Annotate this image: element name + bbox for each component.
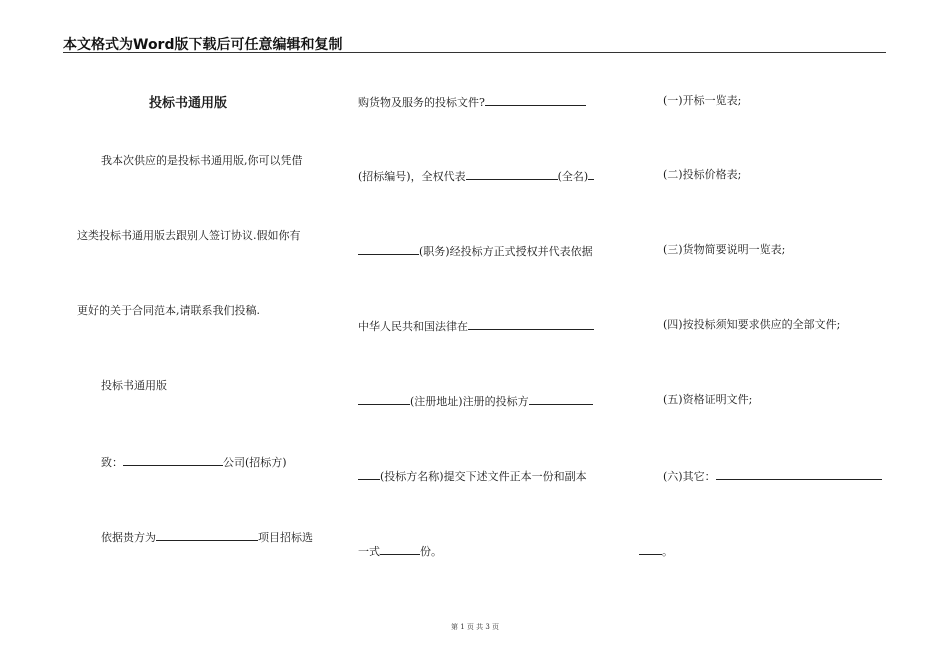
company-blank — [123, 454, 223, 466]
basis-prefix: 依据贵方为 — [101, 531, 156, 544]
col2-line-2-text: (招标编号)，全权代表 — [358, 170, 466, 183]
col2-line-7-suffix: 份。 — [420, 545, 442, 558]
intro-paragraph-line-1: 我本次供应的是投标书通用版,你可以凭借 — [101, 154, 303, 167]
col2-line-6 — [358, 468, 587, 484]
other-blank — [716, 468, 882, 480]
col2-line-3-text: (职务)经投标方正式授权并代表依据 — [419, 245, 593, 258]
document-header: 本文格式为Word版下载后可任意编辑和复制 — [63, 37, 343, 53]
header-divider — [63, 52, 886, 53]
col2-line-2-mid: (全名) — [557, 170, 589, 183]
section-heading: 投标书通用版 — [101, 379, 167, 392]
list-item-3: (三)货物简要说明一览表; — [663, 243, 786, 256]
basis-suffix: 项目招标选 — [258, 531, 313, 544]
list-item-4: (四)按投标须知要求供应的全部文件; — [663, 318, 841, 331]
basis-line — [101, 529, 313, 545]
col2-line-1-text: 购货物及服务的投标文件? — [358, 96, 485, 109]
list-item-6-end: 。 — [662, 545, 673, 558]
col2-line-1 — [358, 94, 586, 110]
col2-line-7-text: 一式 — [358, 545, 380, 558]
list-item-2: (二)投标价格表; — [663, 168, 742, 181]
list-item-6-text: (六)其它： — [663, 470, 716, 483]
representative-blank — [466, 168, 558, 180]
addressee-suffix: 公司(招标方) — [223, 456, 287, 469]
other-continuation-blank — [639, 543, 662, 555]
page-number: 第 1 页 共 3 页 — [450, 623, 500, 631]
copies-blank — [380, 543, 420, 555]
col2-line-7 — [358, 543, 442, 559]
list-item-5: (五)资格证明文件; — [663, 393, 753, 406]
col2-line-3 — [358, 243, 593, 259]
address-blank — [358, 393, 410, 405]
col2-line-2-tail-blank — [588, 168, 594, 180]
bidder-blank — [529, 393, 593, 405]
col2-line-4-blank — [468, 318, 594, 330]
col2-line-5-text: (注册地址)注册的投标方 — [410, 395, 529, 408]
position-blank — [358, 243, 419, 255]
list-item-1: (一)开标一览表; — [663, 94, 742, 107]
addressee-line — [101, 454, 287, 470]
document-title: 投标书通用版 — [149, 96, 228, 111]
project-blank — [156, 529, 258, 541]
intro-paragraph-line-3: 更好的关于合同范本,请联系我们投稿. — [77, 304, 260, 317]
intro-paragraph-line-2: 这类投标书通用版去跟别人签订协议.假如你有 — [77, 229, 301, 242]
col2-line-4-text: 中华人民共和国法律在 — [358, 320, 468, 333]
list-item-6 — [663, 468, 882, 484]
col2-line-1-blank — [485, 94, 586, 106]
bidder-name-blank — [358, 468, 380, 480]
addressee-prefix: 致： — [101, 456, 123, 469]
col2-line-6-text: (投标方名称)提交下述文件正本一份和副本 — [380, 470, 587, 483]
list-item-6-continuation — [639, 543, 673, 559]
col2-line-4 — [358, 318, 594, 334]
col2-line-2 — [358, 168, 594, 184]
col2-line-5 — [358, 393, 593, 409]
